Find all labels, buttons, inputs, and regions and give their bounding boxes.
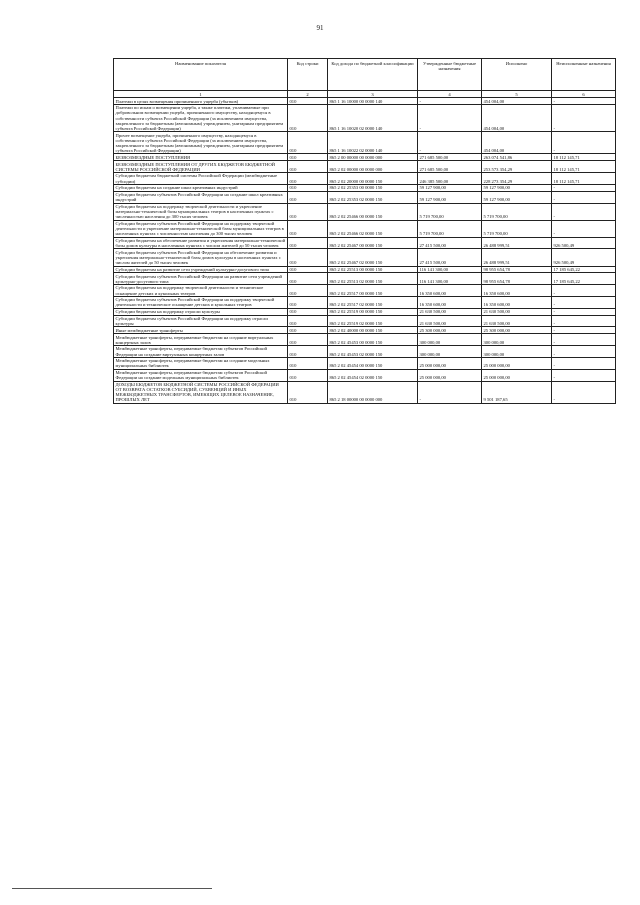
row-name: Субсидии бюджетам бюджетной системы Российской Федерации (межбюджетные субсидии) bbox=[114, 173, 288, 185]
revenue-code: 865 2 02 25353 02 0000 150 bbox=[328, 191, 418, 203]
table-row bbox=[114, 327, 616, 334]
footnote-divider bbox=[12, 888, 212, 889]
unexecuted-amount: 18 112 145,71 bbox=[552, 173, 616, 185]
unexecuted-amount: - bbox=[552, 191, 616, 203]
table-body bbox=[114, 98, 616, 404]
column-header-name: Наименование показателя bbox=[114, 59, 288, 91]
approved-amount: 21 630 500,00 bbox=[418, 308, 482, 315]
row-name: БЕЗВОЗМЕЗДНЫЕ ПОСТУПЛЕНИЯ ОТ ДРУГИХ БЮДЖЕТОВ БЮДЖЕТНОЙ СИСТЕМЫ РОССИЙСКОЙ ФЕДЕРАЦИИ bbox=[114, 161, 288, 173]
revenue-code: 865 2 02 25513 02 0000 150 bbox=[328, 273, 418, 285]
table-row bbox=[114, 381, 616, 403]
row-code: 010 bbox=[288, 285, 328, 297]
executed-amount: 5 719 700,00 bbox=[482, 220, 552, 237]
approved-amount: 59 127 900,00 bbox=[418, 184, 482, 191]
row-code: 010 bbox=[288, 266, 328, 273]
unexecuted-amount: - bbox=[552, 308, 616, 315]
row-name: Межбюджетные трансферты, передаваемые бюджетам на создание виртуальных концертных залов bbox=[114, 334, 288, 346]
row-name: Межбюджетные трансферты, передаваемые бюджетам субъектов Российской Федерации на создание модельных муниципальных библиотек bbox=[114, 369, 288, 381]
row-code: 010 bbox=[288, 296, 328, 308]
row-code: 010 bbox=[288, 105, 328, 132]
revenue-code: 865 1 16 10000 00 0000 140 bbox=[328, 98, 418, 105]
unexecuted-amount: 926 500,49 bbox=[552, 237, 616, 249]
column-number: 6 bbox=[552, 91, 616, 98]
unexecuted-amount: - bbox=[552, 369, 616, 381]
unexecuted-amount: 926 500,49 bbox=[552, 249, 616, 266]
row-code: 010 bbox=[288, 161, 328, 173]
row-name: БЕЗВОЗМЕЗДНЫЕ ПОСТУПЛЕНИЯ bbox=[114, 154, 288, 161]
revenue-code: 865 2 18 00000 00 0000 000 bbox=[328, 381, 418, 403]
table-row bbox=[114, 273, 616, 285]
executed-amount: 454 004,00 bbox=[482, 132, 552, 154]
revenue-code: 865 2 02 25353 00 0000 150 bbox=[328, 184, 418, 191]
row-name: Платежи в целях возмещения причиненного ущерба (убытков) bbox=[114, 98, 288, 105]
row-code: 010 bbox=[288, 184, 328, 191]
row-code: 010 bbox=[288, 173, 328, 185]
table-row bbox=[114, 203, 616, 220]
row-name: Субсидии бюджетам субъектов Российской Федерации на развитие сети учреждений культурно-досугового типа bbox=[114, 273, 288, 285]
table-row bbox=[114, 296, 616, 308]
executed-amount: 25 000 000,00 bbox=[482, 357, 552, 369]
unexecuted-amount: 18 112 145,71 bbox=[552, 161, 616, 173]
approved-amount: 300 000,00 bbox=[418, 346, 482, 358]
unexecuted-amount: - bbox=[552, 98, 616, 105]
row-code: 010 bbox=[288, 334, 328, 346]
unexecuted-amount: - bbox=[552, 220, 616, 237]
executed-amount: 26 488 999,51 bbox=[482, 237, 552, 249]
unexecuted-amount: 17 185 645,22 bbox=[552, 273, 616, 285]
table-row bbox=[114, 285, 616, 297]
executed-amount: 263 074 541,86 bbox=[482, 154, 552, 161]
revenue-code: 865 1 16 10022 02 0000 140 bbox=[328, 132, 418, 154]
table-row bbox=[114, 105, 616, 132]
approved-amount: 16 350 600,00 bbox=[418, 296, 482, 308]
row-name: Межбюджетные трансферты, передаваемые бюджетам на создание модельных муниципальных библиотек bbox=[114, 357, 288, 369]
approved-amount: 25 000 000,00 bbox=[418, 369, 482, 381]
unexecuted-amount: - bbox=[552, 105, 616, 132]
unexecuted-amount: - bbox=[552, 346, 616, 358]
row-name: Субсидии бюджетам субъектов Российской Федерации на поддержку творческой деятельности и техническое оснащение детских и кукольных театров bbox=[114, 296, 288, 308]
row-name: Прочее возмещение ущерба, причиненного имуществу, находящемуся в собственности субъекта Российской Федерации (за исключением имущества, закрепленного за бюджетным (автономным) учреждением, унитарным предприятием субъекта Российской Федерации) bbox=[114, 132, 288, 154]
table-row bbox=[114, 132, 616, 154]
column-header-executed: Исполнено bbox=[482, 59, 552, 91]
revenue-code: 865 2 02 20000 00 0000 150 bbox=[328, 173, 418, 185]
row-code: 010 bbox=[288, 237, 328, 249]
row-name: Субсидии бюджетам на поддержку отрасли культуры bbox=[114, 308, 288, 315]
executed-amount: 21 630 500,00 bbox=[482, 308, 552, 315]
row-name: Субсидии бюджетам на поддержку творческой деятельности и техническое оснащение детских и кукольных театров bbox=[114, 285, 288, 297]
table-row bbox=[114, 357, 616, 369]
table-row bbox=[114, 266, 616, 273]
table-row bbox=[114, 191, 616, 203]
revenue-code: 865 2 02 25466 02 0000 150 bbox=[328, 220, 418, 237]
executed-amount: 16 350 600,00 bbox=[482, 296, 552, 308]
unexecuted-amount: - bbox=[552, 334, 616, 346]
unexecuted-amount: 18 112 145,71 bbox=[552, 154, 616, 161]
table-row bbox=[114, 346, 616, 358]
executed-amount: 98 955 654,78 bbox=[482, 273, 552, 285]
revenue-code: 865 1 16 10020 02 0000 140 bbox=[328, 105, 418, 132]
approved-amount: - bbox=[418, 105, 482, 132]
executed-amount: 98 955 654,78 bbox=[482, 266, 552, 273]
approved-amount: 271 685 500,00 bbox=[418, 161, 482, 173]
revenue-code: 865 2 02 25513 00 0000 150 bbox=[328, 266, 418, 273]
row-name: Субсидии бюджетам на развитие сети учреждений культурно-досугового типа bbox=[114, 266, 288, 273]
unexecuted-amount: - bbox=[552, 296, 616, 308]
column-number: 2 bbox=[288, 91, 328, 98]
row-code: 010 bbox=[288, 346, 328, 358]
column-header-row-code: Код строки bbox=[288, 59, 328, 91]
revenue-code: 865 2 02 25519 00 0000 150 bbox=[328, 308, 418, 315]
unexecuted-amount: - bbox=[552, 132, 616, 154]
unexecuted-amount: - bbox=[552, 315, 616, 327]
executed-amount: 59 127 900,00 bbox=[482, 184, 552, 191]
revenue-code: 865 2 00 00000 00 0000 000 bbox=[328, 154, 418, 161]
row-code: 010 bbox=[288, 369, 328, 381]
row-code: 010 bbox=[288, 154, 328, 161]
row-name: Субсидии бюджетам на создание школ креативных индустрий bbox=[114, 184, 288, 191]
row-code: 010 bbox=[288, 249, 328, 266]
approved-amount: 246 385 500,00 bbox=[418, 173, 482, 185]
row-code: 010 bbox=[288, 308, 328, 315]
approved-amount: 116 141 300,00 bbox=[418, 266, 482, 273]
row-code: 010 bbox=[288, 203, 328, 220]
approved-amount: - bbox=[418, 132, 482, 154]
table-row bbox=[114, 154, 616, 161]
executed-amount: 228 273 354,29 bbox=[482, 173, 552, 185]
revenue-code: 865 2 02 25467 00 0000 150 bbox=[328, 237, 418, 249]
row-name: Субсидии бюджетам субъектов Российской Федерации на поддержку отрасли культуры bbox=[114, 315, 288, 327]
row-name: Межбюджетные трансферты, передаваемые бюджетам субъектов Российской Федерации на создание виртуальных концертных залов bbox=[114, 346, 288, 358]
executed-amount: 26 488 999,51 bbox=[482, 249, 552, 266]
row-name: Субсидии бюджетам субъектов Российской Федерации на обеспечение развития и укрепления материально-технической базы домов культуры в населенных пунктах с числом жителей до 50 тысяч человек bbox=[114, 249, 288, 266]
approved-amount: 59 127 900,00 bbox=[418, 191, 482, 203]
revenue-code: 865 2 02 45453 02 0000 150 bbox=[328, 346, 418, 358]
row-code: 010 bbox=[288, 191, 328, 203]
approved-amount: 300 000,00 bbox=[418, 334, 482, 346]
table-row bbox=[114, 334, 616, 346]
executed-amount: 300 000,00 bbox=[482, 334, 552, 346]
executed-amount: 300 000,00 bbox=[482, 346, 552, 358]
page-number: 91 bbox=[316, 24, 324, 32]
table-row bbox=[114, 369, 616, 381]
executed-amount: 16 350 600,00 bbox=[482, 285, 552, 297]
approved-amount: 5 719 700,00 bbox=[418, 203, 482, 220]
row-code: 010 bbox=[288, 315, 328, 327]
row-name: Субсидии бюджетам субъектов Российской Федерации на создание школ креативных индустрий bbox=[114, 191, 288, 203]
approved-amount: 25 300 000,00 bbox=[418, 327, 482, 334]
revenue-code: 865 2 02 40000 00 0000 150 bbox=[328, 327, 418, 334]
budget-execution-table bbox=[113, 58, 616, 404]
approved-amount: - bbox=[418, 98, 482, 105]
unexecuted-amount: - bbox=[552, 381, 616, 403]
row-name: Субсидии бюджетам субъектов Российской Федерации на поддержку творческой деятельности и укрепление материально-технической базы муниципальных театров в населенных пунктах с численностью населения до 300 тысяч человек bbox=[114, 220, 288, 237]
table-row bbox=[114, 220, 616, 237]
row-name: ДОХОДЫ БЮДЖЕТОВ БЮДЖЕТНОЙ СИСТЕМЫ РОССИЙСКОЙ ФЕДЕРАЦИИ ОТ ВОЗВРАТА ОСТАТКОВ СУБСИДИЙ, СУБВЕНЦИЙ И ИНЫХ МЕЖБЮДЖЕТНЫХ ТРАНСФЕРТОВ, ИМЕЮЩИХ ЦЕЛЕВОЕ НАЗНАЧЕНИЕ, ПРОШЛЫХ ЛЕТ bbox=[114, 381, 288, 403]
column-number: 4 bbox=[418, 91, 482, 98]
approved-amount: 21 630 500,00 bbox=[418, 315, 482, 327]
column-number-row bbox=[114, 91, 616, 98]
executed-amount: 253 573 354,29 bbox=[482, 161, 552, 173]
column-number: 3 bbox=[328, 91, 418, 98]
executed-amount: 21 630 500,00 bbox=[482, 315, 552, 327]
table-row bbox=[114, 173, 616, 185]
unexecuted-amount: 17 185 645,22 bbox=[552, 266, 616, 273]
approved-amount: 16 350 600,00 bbox=[418, 285, 482, 297]
executed-amount: 5 719 700,00 bbox=[482, 203, 552, 220]
approved-amount: 25 000 000,00 bbox=[418, 357, 482, 369]
approved-amount: 271 685 500,00 bbox=[418, 154, 482, 161]
approved-amount: 27 415 500,00 bbox=[418, 237, 482, 249]
row-code: 010 bbox=[288, 132, 328, 154]
unexecuted-amount: - bbox=[552, 357, 616, 369]
revenue-code: 865 2 02 45453 00 0000 150 bbox=[328, 334, 418, 346]
column-header-unexecuted: Неисполненные назначения bbox=[552, 59, 616, 91]
approved-amount: 27 415 500,00 bbox=[418, 249, 482, 266]
executed-amount: 25 300 000,00 bbox=[482, 327, 552, 334]
revenue-code: 865 2 02 25517 02 0000 150 bbox=[328, 296, 418, 308]
row-code: 010 bbox=[288, 220, 328, 237]
approved-amount: - bbox=[418, 381, 482, 403]
column-header-revenue-code: Код дохода по бюджетной классификации bbox=[328, 59, 418, 91]
row-name: Субсидии бюджетам на поддержку творческой деятельности и укрепление материально-технической базы муниципальных театров в населенных пунктах с численностью населения до 300 тысяч человек bbox=[114, 203, 288, 220]
unexecuted-amount: - bbox=[552, 285, 616, 297]
unexecuted-amount: - bbox=[552, 184, 616, 191]
column-header-approved: Утвержденные бюджетные назначения bbox=[418, 59, 482, 91]
table-row bbox=[114, 249, 616, 266]
revenue-code: 865 2 02 25517 00 0000 150 bbox=[328, 285, 418, 297]
table-row bbox=[114, 161, 616, 173]
column-number: 1 bbox=[114, 91, 288, 98]
row-name: Иные межбюджетные трансферты bbox=[114, 327, 288, 334]
executed-amount: 454 004,00 bbox=[482, 105, 552, 132]
unexecuted-amount: - bbox=[552, 203, 616, 220]
row-name: Субсидии бюджетам на обеспечение развития и укрепления материально-технической базы домов культуры в населенных пунктах с числом жителей до 50 тысяч человек bbox=[114, 237, 288, 249]
unexecuted-amount: - bbox=[552, 327, 616, 334]
revenue-code: 865 2 02 25519 02 0000 150 bbox=[328, 315, 418, 327]
table-row bbox=[114, 98, 616, 105]
executed-amount: 59 127 900,00 bbox=[482, 191, 552, 203]
column-number: 5 bbox=[482, 91, 552, 98]
approved-amount: 5 719 700,00 bbox=[418, 220, 482, 237]
table-row bbox=[114, 184, 616, 191]
revenue-code: 865 2 02 45454 00 0000 150 bbox=[328, 357, 418, 369]
revenue-code: 865 2 02 25467 02 0000 150 bbox=[328, 249, 418, 266]
executed-amount: 9 501 187,65 bbox=[482, 381, 552, 403]
header-row bbox=[114, 59, 616, 91]
executed-amount: 454 004,00 bbox=[482, 98, 552, 105]
approved-amount: 116 141 300,00 bbox=[418, 273, 482, 285]
table-row bbox=[114, 237, 616, 249]
row-code: 010 bbox=[288, 98, 328, 105]
row-code: 010 bbox=[288, 273, 328, 285]
executed-amount: 25 000 000,00 bbox=[482, 369, 552, 381]
revenue-code: 865 2 02 25466 00 0000 150 bbox=[328, 203, 418, 220]
revenue-code: 865 2 02 00000 00 0000 000 bbox=[328, 161, 418, 173]
table-row bbox=[114, 315, 616, 327]
row-name: Платежи по искам о возмещении ущерба, а также платежи, уплачиваемые при добровольном возмещении ущерба, причиненного имуществу, находящемуся в собственности субъекта Российской Федерации (за исключением имущества, закрепленного за бюджетным (автономным) учреждением, унитарным предприятием субъекта Российской Федерации) bbox=[114, 105, 288, 132]
revenue-code: 865 2 02 45454 02 0000 150 bbox=[328, 369, 418, 381]
row-code: 010 bbox=[288, 381, 328, 403]
row-code: 010 bbox=[288, 357, 328, 369]
table-row bbox=[114, 308, 616, 315]
row-code: 010 bbox=[288, 327, 328, 334]
